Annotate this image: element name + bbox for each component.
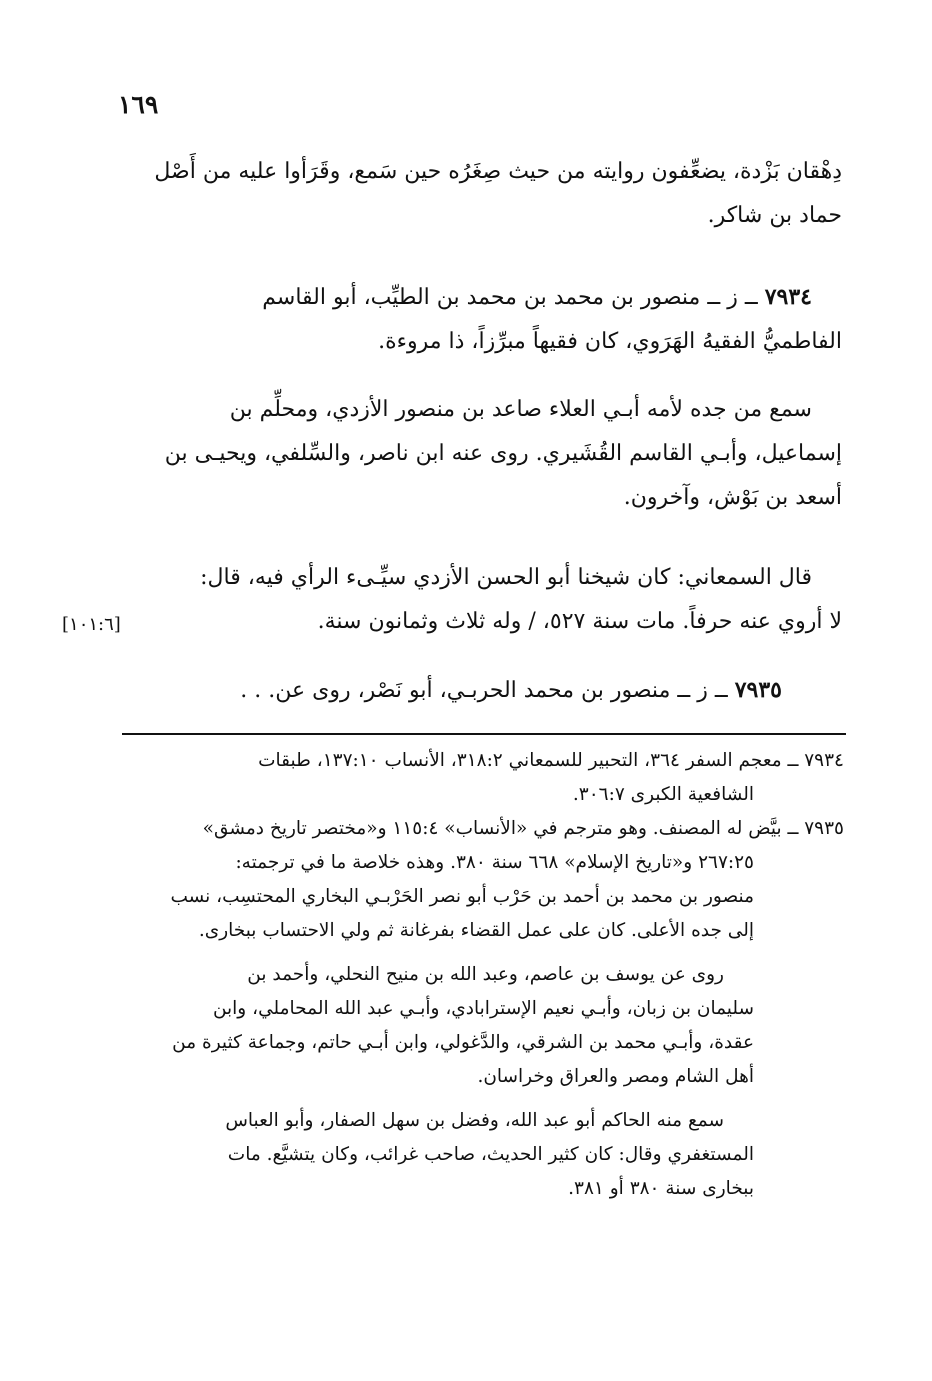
footnote-line: منصور بن محمد بن أحمد بن حَرْب أبو نصر الحَرْبـي البخاري المحتسِب، نسب (170, 886, 754, 907)
footnote-line: أهل الشام ومصر والعراق وخراسان. (477, 1066, 754, 1087)
entry-number: ٧٩٣٥ (734, 677, 782, 703)
entry-heading-text: ــ ز ــ منصور بن محمد الحربـي، أبو نَصْر، روى عن. . . (240, 678, 735, 703)
entry-7934 (120, 275, 842, 364)
text-line: قال السمعاني: كان شيخنا أبو الحسن الأزدي سيِّـىء الرأي فيه، قال: (200, 565, 812, 590)
footnote-line: إلى جده الأعلى. كان على عمل القضاء بفرغانة ثم ولي الاحتساب ببخارى. (198, 920, 754, 941)
entry-7935 (120, 668, 842, 713)
footnote-7935 (120, 812, 844, 948)
footnote-divider (122, 733, 846, 735)
footnote-line: ٧٩٣٥ ــ بيَّض له المصنف. وهو مترجم في «الأنساب» ١١٥:٤ و«مختصر تاريخ دمشق» (202, 818, 844, 839)
footnote-line: سمع منه الحاكم أبو عبد الله، وفضل بن سهل الصفار، وأبو العباس (225, 1110, 724, 1131)
footnote-line: عقدة، وأبـي محمد بن الشرقي، والدَّغولي، وابن أبـي حاتم، وجماعة كثيرة من (172, 1032, 754, 1053)
entry-heading-line (120, 668, 842, 713)
footnote-line: ٧٩٣٤ ــ معجم السفر ٣٦٤، التحبير للسمعاني ٣١٨:٢، الأنساب ١٣٧:١٠، طبقات (258, 750, 844, 771)
page-number: ١٦٩ (118, 90, 159, 119)
footnote-7935-narrators (120, 958, 844, 1094)
entry-number: ٧٩٣٤ (764, 284, 812, 310)
text-line: حماد بن شاكر. (707, 203, 842, 228)
footnote-line: المستغفري وقال: كان كثير الحديث، صاحب غرائب، وكان يتشيَّع. مات (227, 1144, 754, 1165)
text-line: أسعد بن بَوْش، وآخرون. (623, 485, 842, 510)
footnotes (120, 744, 844, 1206)
entry-7934-samani-paragraph (120, 556, 842, 644)
volume-page-reference: [١٠١:٦] (62, 614, 121, 635)
continuation-paragraph (120, 150, 842, 238)
text-line: إسماعيل، وأبـي القاسم القُشَيري. روى عنه ابن ناصر، والسِّلفي، ويحيـى بن (164, 441, 842, 466)
text-line: لا أروي عنه حرفاً. مات سنة ٥٢٧، / وله ثلاث وثمانون سنة. (317, 609, 842, 634)
footnote-line: ببخارى سنة ٣٨٠ أو ٣٨١. (568, 1178, 754, 1199)
text-line: الفاطميُّ الفقيهُ الهَرَوي، كان فقيهاً مبرِّزاً، ذا مروءة. (378, 329, 842, 354)
entry-heading-text: ــ ز ــ منصور بن محمد بن محمد بن الطيِّب، أبو القاسم (262, 285, 765, 310)
footnote-7934 (120, 744, 844, 812)
footnote-line: سليمان بن زبان، وأبـي نعيم الإسترابادي، وأبـي عبد الله المحاملي، وابن (212, 998, 754, 1019)
text-line: سمع من جده لأمه أبـي العلاء صاعد بن منصور الأزدي، ومحلِّم بن (229, 397, 812, 422)
entry-heading-line (120, 275, 842, 320)
entry-7934-teachers-paragraph (120, 388, 842, 520)
footnote-7935-students (120, 1104, 844, 1206)
footnote-line: ٢٦٧:٢٥ و«تاريخ الإسلام» ٦٦٨ سنة ٣٨٠. وهذه خلاصة ما في ترجمته: (235, 852, 754, 873)
text-line: دِهْقان بَزْدة، يضعِّفون روايته من حيث صِغَرُه حين سَمع، وقَرَأوا عليه من أَصْل (154, 159, 842, 184)
footnote-line: الشافعية الكبرى ٣٠٦:٧. (572, 784, 754, 805)
footnote-line: روى عن يوسف بن عاصم، وعبد الله بن منيح النحلي، وأحمد بن (247, 964, 724, 985)
